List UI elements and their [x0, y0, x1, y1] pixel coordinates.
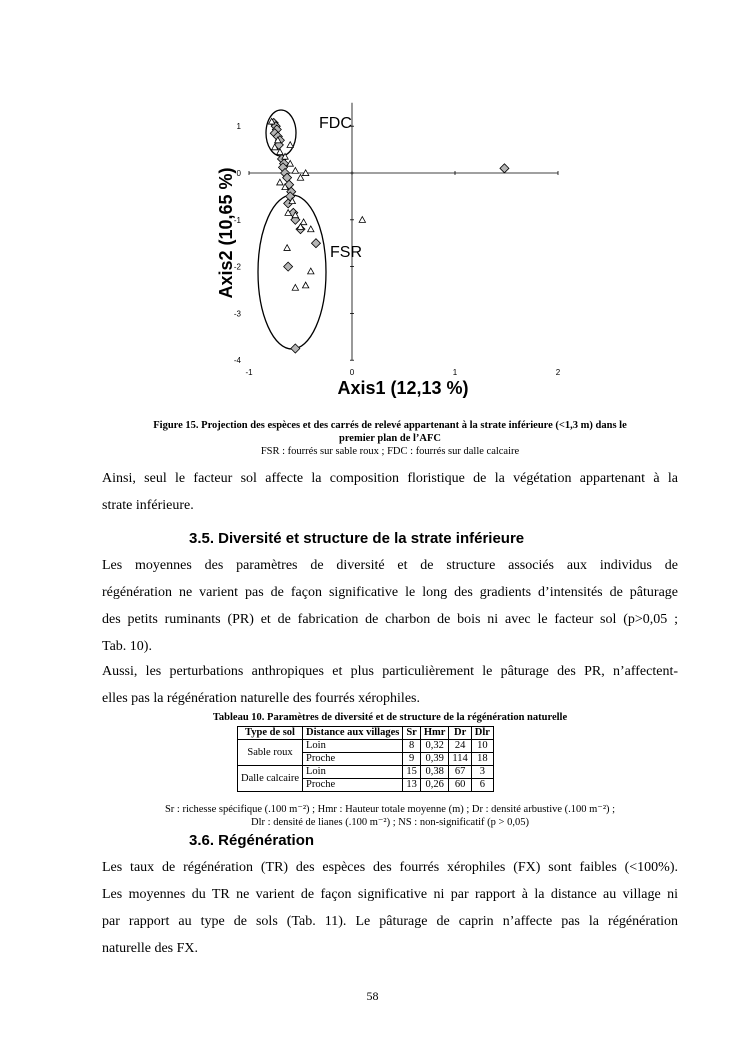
y-tick-label: -4	[233, 356, 241, 366]
p4-line3: par rapport au type de sols (Tab. 11). Le pâturage de caprin n’affecte pas la régénération	[102, 914, 678, 929]
p2-line2: régénération ne varient pas de façon significative le long des gradients d’intensités de pâturage	[102, 585, 678, 600]
soil-type-cell: Sable roux	[238, 740, 303, 766]
y-tick-label: -3	[233, 309, 241, 319]
fsr-label: FSR	[330, 244, 362, 261]
table-row	[238, 766, 494, 779]
triangle-point	[277, 179, 283, 185]
table10-note	[100, 803, 680, 829]
header-cell: Dr	[449, 727, 471, 740]
soil-type-cell: Dalle calcaire	[238, 766, 303, 792]
p3-line2: elles pas la régénération naturelle des fourrés xérophiles.	[102, 691, 420, 706]
figure-caption	[100, 419, 680, 458]
dr-cell: 67	[449, 766, 471, 779]
distance-cell: Proche	[303, 753, 403, 766]
y-tick-label: -1	[233, 215, 241, 225]
p4-line4: naturelle des FX.	[102, 941, 199, 956]
table10	[237, 726, 494, 792]
p4-line2: Les moyennes du TR ne varient de façon significative ni par rapport à la distance au village ni	[102, 887, 678, 902]
triangle-point	[302, 282, 308, 288]
triangle-point	[308, 268, 314, 274]
header-cell: Distance aux villages	[303, 727, 403, 740]
hmr-cell: 0,38	[420, 766, 449, 779]
diamond-point	[291, 344, 300, 353]
p1-line1: Ainsi, seul le facteur sol affecte la composition floristique de la végétation appartenant à la	[102, 471, 678, 486]
hmr-cell: 0,39	[420, 753, 449, 766]
header-cell: Dlr	[471, 727, 493, 740]
afc-scatter-chart	[0, 0, 745, 410]
x-tick-label: -1	[245, 368, 253, 377]
header-cell: Type de sol	[238, 727, 303, 740]
dlr-cell: 18	[471, 753, 493, 766]
triangle-point	[359, 217, 365, 223]
header-cell: Sr	[403, 727, 421, 740]
distance-cell: Proche	[303, 779, 403, 792]
triangle-point	[292, 284, 298, 290]
table10-note-line2: Dlr : densité de lianes (.100 m⁻²) ; NS : non-significatif (p > 0,05)	[251, 817, 529, 828]
x-axis-label: Axis1 (12,13 %)	[337, 378, 469, 398]
hmr-cell: 0,32	[420, 740, 449, 753]
paragraph-1	[102, 465, 678, 519]
heading-3-5: 3.5. Diversité et structure de la strate inférieure	[189, 530, 525, 547]
diamond-point	[284, 262, 293, 271]
heading-3-6: 3.6. Régénération	[189, 832, 315, 849]
p2-line3: des petits ruminants (PR) et de fabrication de charbon de bois ni avec le facteur sol (p>0,05 ;	[102, 612, 678, 627]
triangle-point	[292, 167, 298, 173]
fdc-label: FDC	[319, 115, 352, 132]
sr-cell: 13	[403, 779, 421, 792]
table-row	[238, 740, 494, 753]
sr-cell: 15	[403, 766, 421, 779]
y-axis-label: Axis2 (10,65 %)	[216, 167, 236, 299]
paragraph-3	[102, 658, 678, 712]
p1-line2: strate inférieure.	[102, 498, 194, 513]
table10-caption: Tableau 10. Paramètres de diversité et de structure de la régénération naturelle	[212, 712, 568, 723]
triangle-point	[300, 219, 306, 225]
dr-cell: 114	[449, 753, 471, 766]
y-tick-label: 0	[236, 169, 241, 178]
triangle-point	[287, 142, 293, 148]
dr-cell: 24	[449, 740, 471, 753]
hmr-cell: 0,26	[420, 779, 449, 792]
y-tick-label: 1	[236, 122, 241, 132]
sr-cell: 9	[403, 753, 421, 766]
table-header-row	[238, 727, 494, 740]
figure-caption-line1: Figure 15. Projection des espèces et des carrés de relevé appartenant à la strate inférieure (<1,3 m) dans le	[153, 420, 627, 431]
x-tick-label: 2	[555, 368, 561, 377]
p2-line4: Tab. 10).	[102, 639, 152, 654]
x-tick-label: 1	[452, 368, 458, 377]
figure-legend: FSR : fourrés sur sable roux ; FDC : fourrés sur dalle calcaire	[260, 446, 520, 457]
paragraph-4	[102, 854, 678, 962]
diamond-point	[311, 239, 320, 248]
p4-line1: Les taux de régénération (TR) des espèces des fourrés xérophiles (FX) sont faibles (<100%).	[102, 860, 678, 875]
dlr-cell: 3	[471, 766, 493, 779]
p3-line1: Aussi, les perturbations anthropiques et plus particulièrement le pâturage des PR, n’affectent-	[102, 664, 678, 679]
chart-points	[268, 118, 508, 353]
diamond-point	[500, 164, 509, 173]
y-tick-label: -2	[233, 262, 241, 272]
header-cell: Hmr	[420, 727, 449, 740]
dlr-cell: 10	[471, 740, 493, 753]
x-tick-label: 0	[349, 368, 355, 377]
table10-note-line1: Sr : richesse spécifique (.100 m⁻²) ; Hmr : Hauteur totale moyenne (m) ; Dr : densité arbustive (.100 m⁻²) ;	[164, 804, 616, 815]
dlr-cell: 6	[471, 779, 493, 792]
paragraph-2	[102, 552, 678, 660]
distance-cell: Loin	[303, 740, 403, 753]
distance-cell: Loin	[303, 766, 403, 779]
triangle-point	[284, 245, 290, 251]
p2-line1: Les moyennes des paramètres de diversité et de structure associés aux individus de	[102, 558, 678, 573]
figure-caption-line2: premier plan de l’AFC	[339, 433, 441, 444]
dr-cell: 60	[449, 779, 471, 792]
sr-cell: 8	[403, 740, 421, 753]
page-number: 58	[366, 989, 379, 1003]
triangle-point	[308, 226, 314, 232]
